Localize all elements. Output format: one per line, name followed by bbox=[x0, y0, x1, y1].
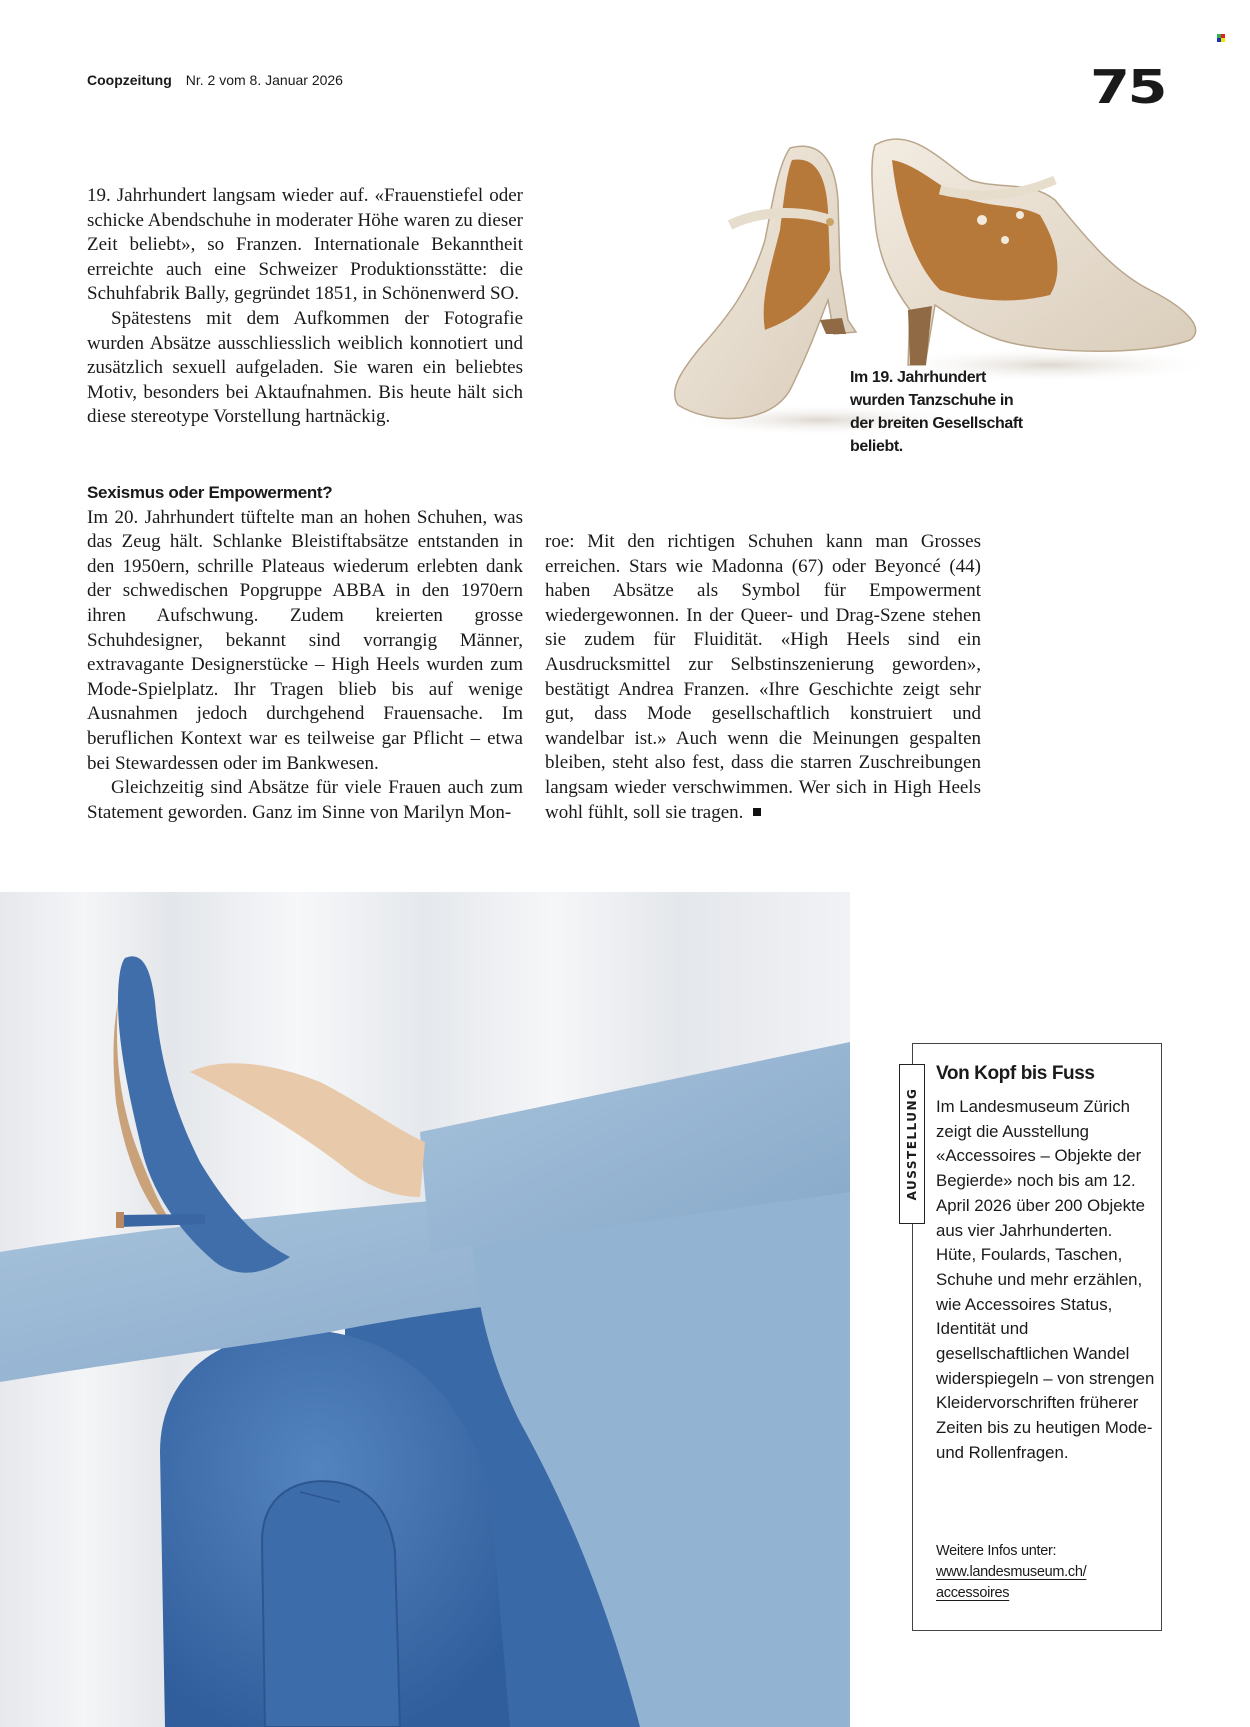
paragraph-text: roe: Mit den richtigen Schuhen kann man Grosses erreichen. Stars wie Madonna (67) oder Beyoncé (44) haben Absätze als Symbol für Empowerment wiedergewonnen. In der Queer- und Drag-Szene stehen sie zudem für Fluidität. «High Heels sind ein Ausdrucksmittel zur Selbstinszenierung geworden», bestätigt Andrea Franzen. «Ihre Geschichte zeigt sehr gut, dass Mode gesellschaftlich konstruiert und wandelbar ist.» Auch wenn die Meinungen gespalten bleiben, steht also fest, dass die starren Zuschreibungen langsam wieder verschwimmen. Wer sich in High Heels wohl fühlt, soll sie tragen. bbox=[545, 531, 981, 823]
masthead bbox=[87, 72, 343, 88]
paragraph bbox=[545, 530, 981, 825]
page-number: 75 bbox=[1090, 60, 1166, 114]
category-tag-label: AUSSTELLUNG bbox=[905, 1087, 919, 1201]
article-column-2 bbox=[545, 530, 981, 825]
blue-heel-photo bbox=[0, 892, 850, 1727]
category-tag bbox=[899, 1064, 925, 1224]
info-box-title: Von Kopf bis Fuss bbox=[936, 1063, 1095, 1084]
paragraph: 19. Jahrhundert langsam wieder auf. «Frauenstiefel oder schicke Abendschuhe in moderater Höhe waren zu dieser Zeit beliebt», so Franzen. Internationale Bekanntheit erreichte auch eine Schweizer Produktionsstätte: die Schuhfabrik Bally, gegründet 1851, in Schönenwerd SO. bbox=[87, 185, 523, 305]
info-box-text: Im Landesmuseum Zürich zeigt die Ausstellung «Accessoires – Objekte der Begierde» noch bis am 12. April 2026 über 200 Objekte aus vier Jahrhunderten. Hüte, Foulards, Taschen, Schuhe und mehr erzählen, wie Accessoires Status, Identität und gesellschaftlichen Wandel widerspiegeln – von strengen Kleidervorschriften früherer Zeiten bis zu heutigen Mode- und Rollenfragen. bbox=[936, 1097, 1155, 1462]
paragraph: Spätestens mit dem Aufkommen der Fotografie wurden Absätze ausschliesslich weiblich konnotiert und zusätzlich sexuell aufgeladen. Sie waren ein beliebtes Motiv, besonders bei Aktaufnahmen. Bis heute hält sich diese stereotype Vorstellung hartnäckig. bbox=[87, 307, 523, 428]
more-info-label: Weitere Infos unter: bbox=[936, 1543, 1057, 1559]
photo-caption: Im 19. Jahrhundert wurden Tanzschuhe in der breiten Gesellschaft beliebt. bbox=[850, 369, 1023, 455]
publication-name: Coopzeitung bbox=[87, 72, 172, 88]
article-column-1-top bbox=[87, 184, 523, 430]
end-mark-icon bbox=[753, 808, 761, 816]
paragraph: Gleichzeitig sind Absätze für viele Frauen auch zum Statement geworden. Ganz im Sinne von Marilyn Mon- bbox=[87, 777, 523, 823]
museum-link-line-2[interactable]: accessoires bbox=[936, 1585, 1010, 1601]
subheading: Sexismus oder Empowerment? bbox=[87, 483, 333, 502]
paragraph: Im 20. Jahrhundert tüftelte man an hohen Schuhen, was das Zeug hält. Schlanke Bleistiftabsätze entstanden in den 1950ern, schrille Plateaus wiederum erlebten dank der schwedischen Popgruppe ABBA in den 1970ern ihren Aufschwung. Zudem kreierten grosse Schuhdesigner, bekannt sind vorrangig Männer, extravagante Designerstücke – High Heels wurden zum Mode-Spielplatz. Ihr Tragen blieb bis auf wenige Ausnahmen jedoch durchgehend Frauensache. Im beruflichen Kontext war es teilweise gar Pflicht – etwa bei Stewardessen oder im Bankwesen. bbox=[87, 506, 523, 774]
print-color-mark-icon bbox=[1217, 34, 1225, 42]
info-box-more bbox=[936, 1541, 1156, 1604]
blue-heel-illustration bbox=[0, 892, 850, 1727]
museum-link[interactable] bbox=[936, 1564, 1086, 1601]
issue-info: Nr. 2 vom 8. Januar 2026 bbox=[185, 72, 343, 88]
museum-link-line-1[interactable]: www.landesmuseum.ch/ bbox=[936, 1564, 1087, 1580]
article-column-1-bottom bbox=[87, 481, 523, 825]
